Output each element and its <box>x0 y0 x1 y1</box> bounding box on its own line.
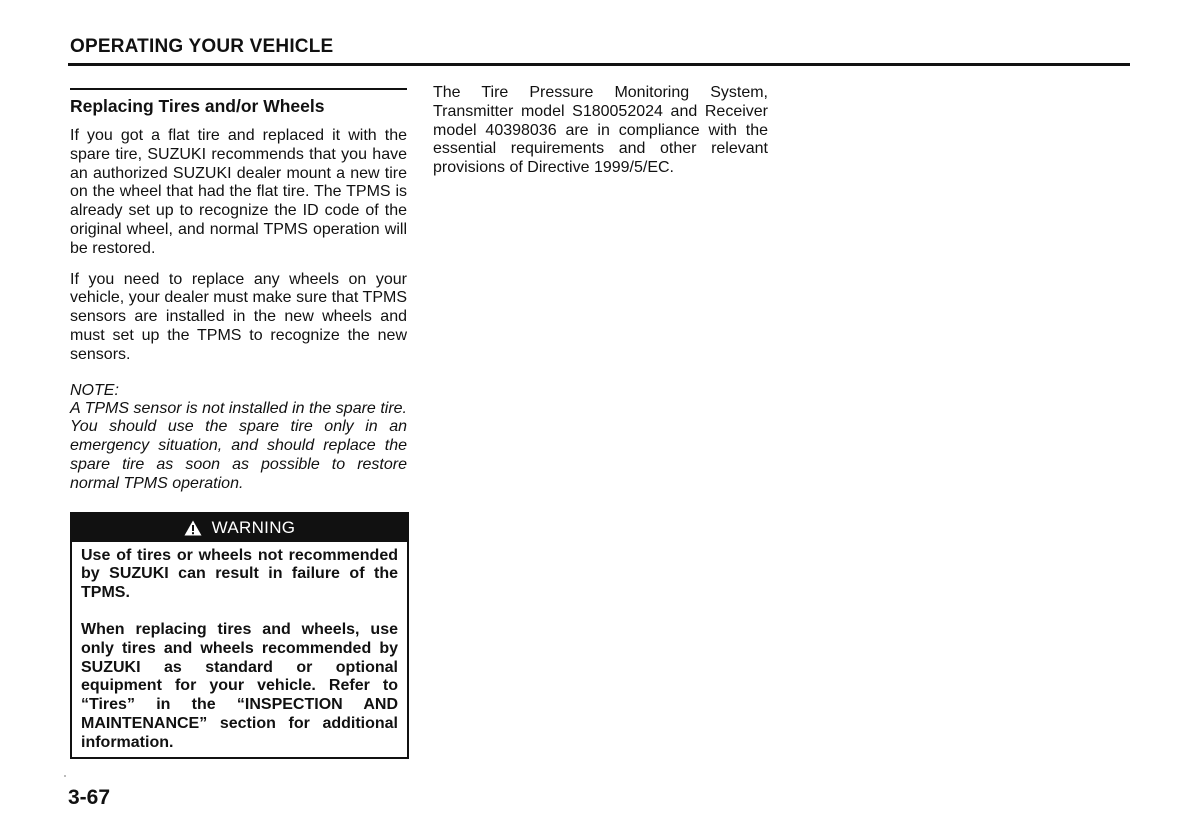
warning-box <box>70 512 409 759</box>
warning-paragraph-1: Use of tires or wheels not recommended by SUZUKI can result in failure of the TPMS. <box>81 546 398 602</box>
section-paragraph-2: If you need to replace any wheels on your vehicle, your dealer must make sure that TPMS sensors are installed in the new wheels and must set up the TPMS to recognize the new sensors. <box>70 270 407 363</box>
warning-triangle-icon <box>184 520 202 536</box>
section-title: Replacing Tires and/or Wheels <box>70 96 325 116</box>
warning-paragraph-2: When replacing tires and wheels, use only tires and wheels recommended by SUZUKI as standard or optional equipment for your vehicle. Refer to “Tires” in the “INSPECTION AND MAINTENANCE” section for additional information. <box>81 620 398 751</box>
warning-label: WARNING <box>211 517 296 537</box>
section-paragraph-1: If you got a flat tire and replaced it with the spare tire, SUZUKI recommends that you have an authorized SUZUKI dealer mount a new tire on the wheel that had the flat tire. The TPMS is already set up to recognize the ID code of the original wheel, and normal TPMS operation will be restored. <box>70 127 407 257</box>
right-column <box>433 84 768 178</box>
compliance-paragraph: The Tire Pressure Monitoring System, Transmitter model S180052024 and Receiver model 40398036 are in compliance with the essential requirements and other relevant provisions of Directive 1999/5/EC. <box>433 84 768 177</box>
warning-body <box>72 542 407 757</box>
note-block <box>70 382 407 494</box>
warning-header <box>72 514 407 542</box>
page-number: 3-67 <box>68 786 111 809</box>
header-divider <box>68 63 1130 66</box>
left-column <box>70 88 407 759</box>
note-label: NOTE: <box>70 381 119 399</box>
scan-mark <box>64 775 66 777</box>
page-header-title: OPERATING YOUR VEHICLE <box>70 36 334 57</box>
note-text: A TPMS sensor is not installed in the spare tire. You should use the spare tire only in an emergency situation, and should replace the spare tire as soon as possible to restore normal TPMS operation. <box>70 399 407 492</box>
section-divider <box>70 88 407 90</box>
